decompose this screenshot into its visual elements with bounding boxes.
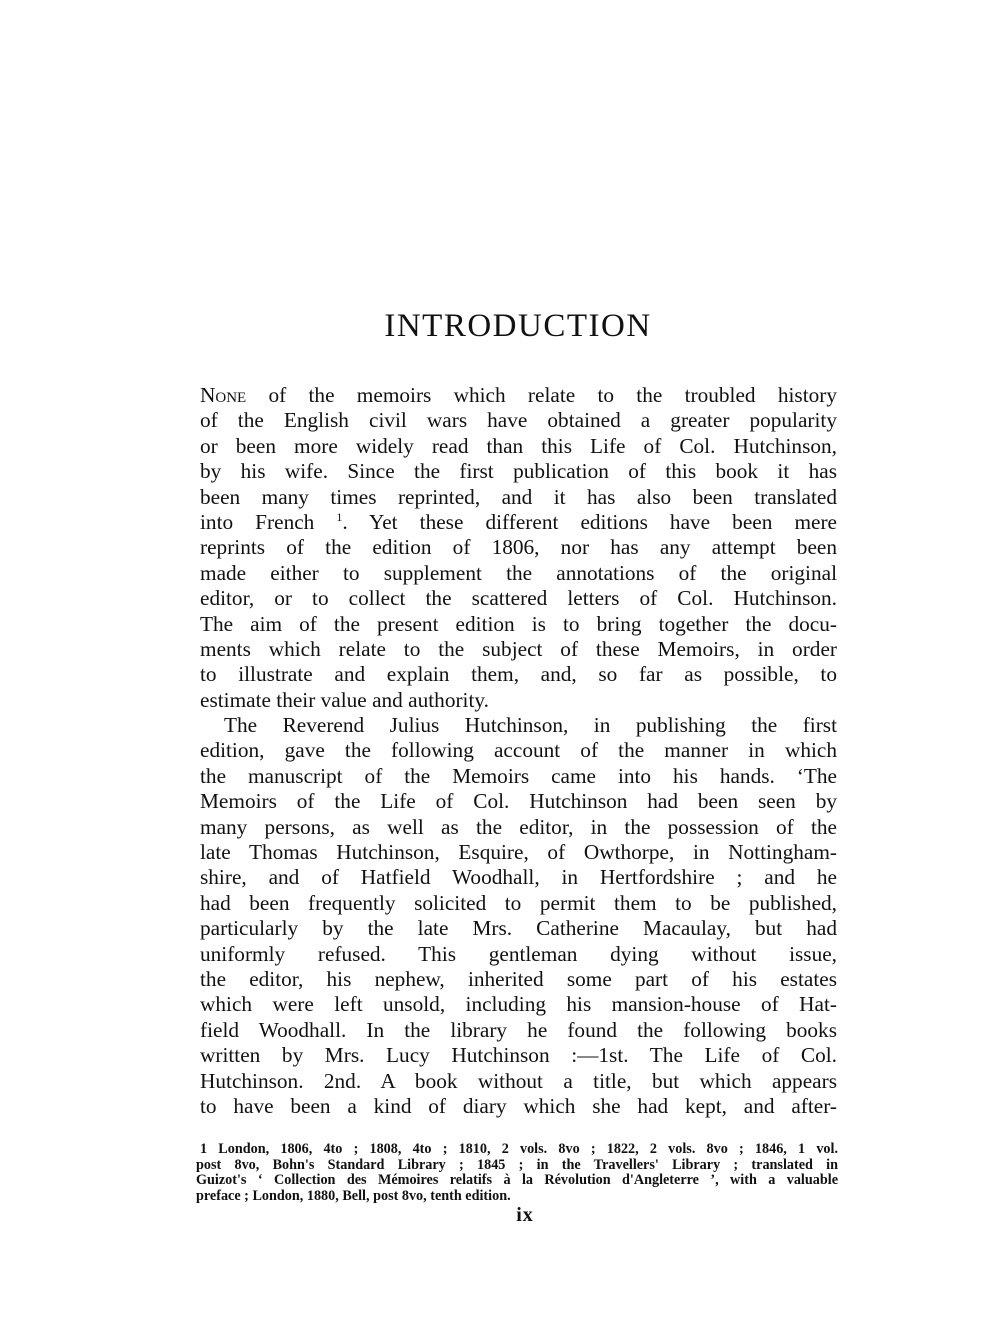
- footnote-line: post 8vo, Bohn's Standard Library ; 1845 ; in the Travellers' Library ; translated in: [196, 1156, 838, 1173]
- text-line: or been more widely read than this Life of Col. Hutchinson,: [200, 433, 837, 458]
- text-line: many persons, as well as the editor, in the possession of the: [200, 814, 837, 839]
- text-line: particularly by the late Mrs. Catherine Macaulay, but had: [200, 916, 837, 941]
- body-text: [200, 383, 837, 1119]
- text-line: which were left unsold, including his mansion-house of Hat-: [200, 992, 837, 1017]
- footnote-marker: 1: [200, 1141, 208, 1157]
- text-line: Hutchinson. 2nd. A book without a title, but which appears: [200, 1068, 837, 1093]
- text-line: None of the memoirs which relate to the troubled history: [200, 383, 837, 407]
- page-title: INTRODUCTION: [384, 308, 652, 344]
- text-line: uniformly refused. This gentleman dying without issue,: [200, 941, 837, 966]
- text-line: field Woodhall. In the library he found the following books: [200, 1017, 837, 1042]
- text-line: of the English civil wars have obtained a greater popularity: [200, 408, 837, 433]
- text-line: had been frequently solicited to permit them to be published,: [200, 890, 837, 915]
- text-line: Memoirs of the Life of Col. Hutchinson had been seen by: [200, 789, 837, 814]
- footnote-line: preface ; London, 1880, Bell, post 8vo, tenth edition.: [196, 1187, 511, 1204]
- text-line: to illustrate and explain them, and, so far as possible, to: [200, 662, 837, 687]
- text-line: the editor, his nephew, inherited some part of his estates: [200, 966, 837, 991]
- text-line: editor, or to collect the scattered letters of Col. Hutchinson.: [200, 586, 837, 611]
- text-line: shire, and of Hatfield Woodhall, in Hertfordshire ; and he: [200, 865, 837, 890]
- text-line: estimate their value and authority.: [200, 687, 489, 712]
- text-line: late Thomas Hutchinson, Esquire, of Owthorpe, in Nottingham-: [200, 840, 837, 865]
- text-line: reprints of the edition of 1806, nor has any attempt been: [200, 535, 837, 560]
- text-line: The Reverend Julius Hutchinson, in publishing the first: [224, 713, 837, 738]
- text-line: the manuscript of the Memoirs came into his hands. ‘The: [200, 763, 837, 788]
- text-line: by his wife. Since the first publication of this book it has: [200, 459, 837, 484]
- page-number: ix: [516, 1204, 534, 1226]
- text-line: edition, gave the following account of the manner in which: [200, 738, 837, 763]
- lead-word: None: [200, 383, 247, 407]
- footnote-line: 1 London, 1806, 4to ; 1808, 4to ; 1810, 2 vols. 8vo ; 1822, 2 vols. 8vo ; 1846, 1 vol.: [200, 1141, 839, 1157]
- footnote-line: Guizot's ‘ Collection des Mémoires relatifs à la Révolution d'Angleterre ’, with a valuable: [196, 1172, 838, 1188]
- text-line: to have been a kind of diary which she had kept, and after-: [200, 1093, 837, 1118]
- footnote: [196, 1142, 838, 1204]
- text-line: made either to supplement the annotations of the original: [200, 560, 837, 585]
- text-line: The aim of the present edition is to bring together the docu-: [200, 611, 837, 636]
- footnote-reference: 1: [336, 509, 343, 524]
- text-line: ments which relate to the subject of these Memoirs, in order: [200, 636, 837, 661]
- text-line: into French $^1$. Yet these different editions have been mere: [200, 509, 838, 534]
- text-line: written by Mrs. Lucy Hutchinson :—1st. The Life of Col.: [200, 1043, 837, 1068]
- text-line: been many times reprinted, and it has also been translated: [200, 484, 837, 509]
